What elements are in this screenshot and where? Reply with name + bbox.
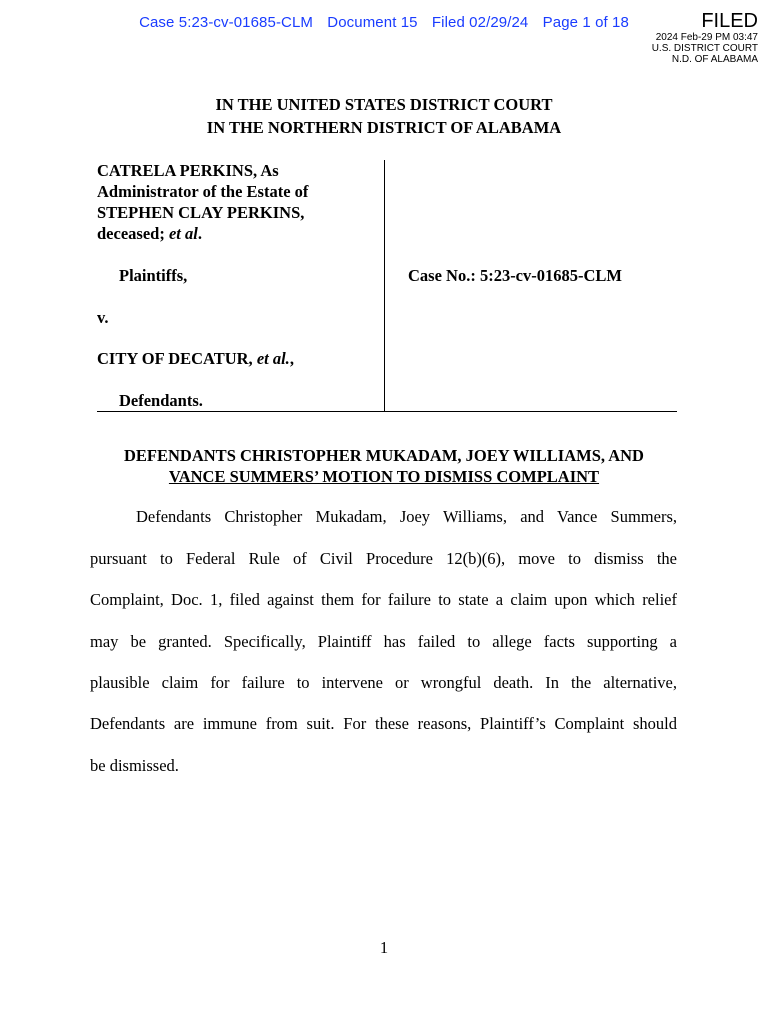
- motion-title-line-1: DEFENDANTS CHRISTOPHER MUKADAM, JOEY WILLIAMS, AND: [124, 446, 644, 465]
- filed-district: N.D. OF ALABAMA: [671, 54, 758, 65]
- body-line-2: pursuant to Federal Rule of Civil Procedure 12(b)(6), move to dismiss the: [90, 549, 677, 568]
- filed-word: FILED: [701, 10, 758, 32]
- motion-title: [0, 445, 768, 487]
- body-line-6: Defendants are immune from suit. For these reasons, Plaintiff’s Complaint should: [90, 714, 677, 733]
- body-line-5: plausible claim for failure to intervene or wrongful death. In the alternative,: [90, 673, 677, 692]
- plaintiffs-label: Plaintiffs,: [119, 266, 188, 285]
- body-line-3: Complaint, Doc. 1, filed against them for failure to state a claim upon which relief: [90, 590, 677, 609]
- plaintiff-line-2: Administrator of the Estate of: [97, 182, 309, 201]
- defendant-et-al: et al.: [256, 349, 290, 368]
- court-title: [0, 93, 768, 139]
- document-number-stamp: Document 15: [327, 14, 418, 31]
- case-number-stamp: Case 5:23-cv-01685-CLM: [139, 14, 314, 31]
- defendant-suffix: ,: [289, 349, 294, 368]
- page-count-stamp: Page 1 of 18: [542, 14, 629, 31]
- court-title-line-1: IN THE UNITED STATES DISTRICT COURT: [215, 95, 553, 114]
- deceased-et-al: et al: [168, 224, 198, 243]
- caption-parties: [97, 160, 385, 411]
- plaintiff-line-3: STEPHEN CLAY PERKINS,: [97, 203, 305, 222]
- body-line-1: Defendants Christopher Mukadam, Joey Williams, and Vance Summers,: [136, 507, 677, 526]
- defendants-label: Defendants.: [119, 391, 203, 410]
- page-number: 1: [379, 938, 389, 957]
- defendant-name: CITY OF DECATUR,: [97, 349, 257, 368]
- deceased-suffix: .: [197, 224, 202, 243]
- body-line-4: may be granted. Specifically, Plaintiff has failed to allege facts supporting a: [90, 632, 677, 651]
- deceased-prefix: deceased;: [97, 224, 169, 243]
- defendant-line: [97, 348, 294, 369]
- motion-title-line-2: [0, 466, 768, 487]
- filed-court: U.S. DISTRICT COURT: [651, 43, 758, 54]
- case-caption: [97, 160, 677, 412]
- plaintiff-line-1: CATRELA PERKINS, As: [97, 161, 279, 180]
- case-number: Case No.: 5:23-cv-01685-CLM: [408, 266, 622, 285]
- filed-date-time: 2024 Feb-29 PM 03:47: [655, 32, 758, 43]
- motion-title-line-2-text: VANCE SUMMERS’ MOTION TO DISMISS COMPLAINT: [168, 467, 600, 486]
- body-line-7: be dismissed.: [90, 756, 179, 775]
- versus-label: v.: [97, 308, 109, 327]
- plaintiff-line-4: [97, 223, 202, 244]
- court-title-line-2: IN THE NORTHERN DISTRICT OF ALABAMA: [206, 118, 562, 137]
- filed-date-stamp: Filed 02/29/24: [431, 14, 529, 31]
- filed-stamp: [652, 10, 758, 65]
